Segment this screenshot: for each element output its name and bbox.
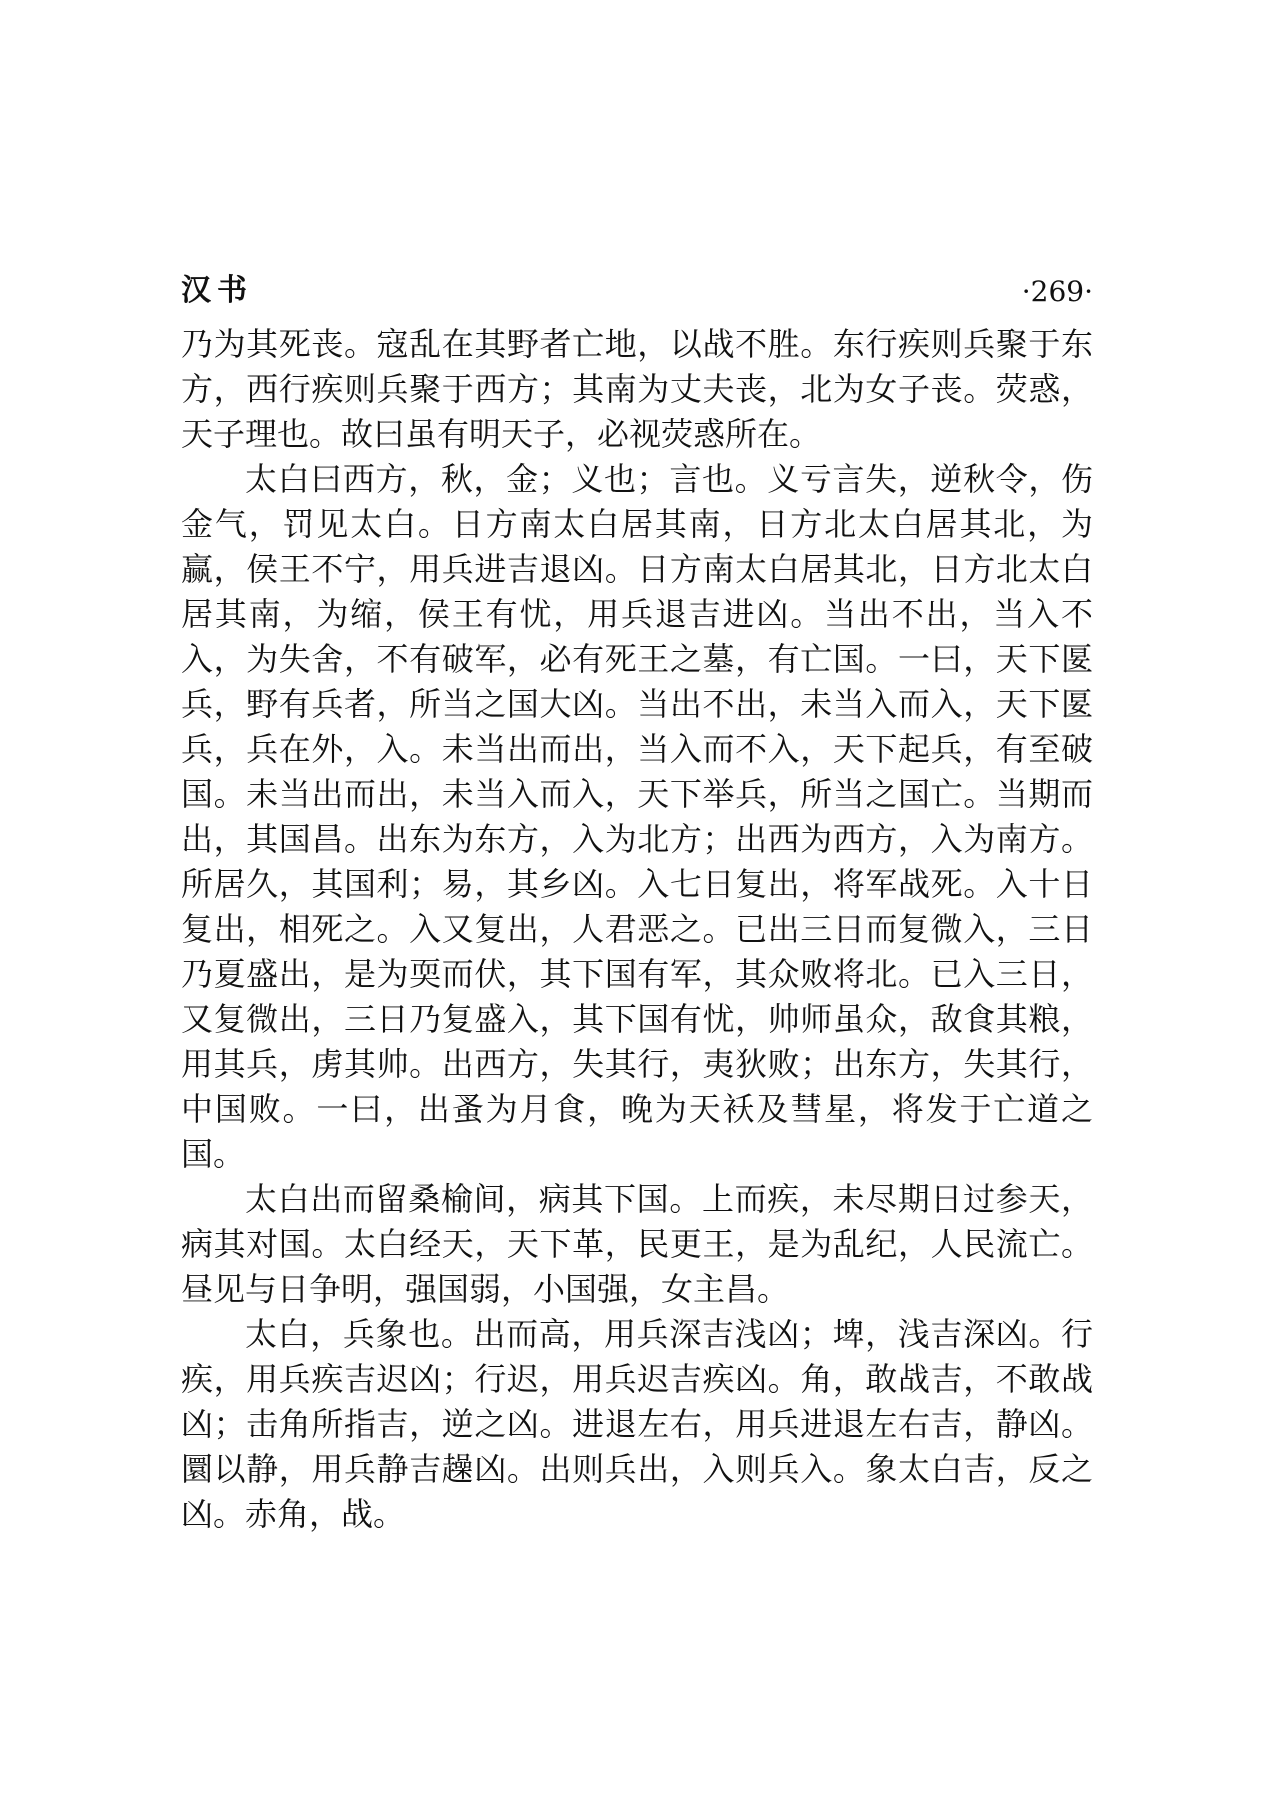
paragraph: 太白曰西方，秋，金；义也；言也。义亏言失，逆秋令，伤金气，罚见太白。日方南太白居其南，日方北太白居其北，为赢，侯王不宁，用兵进吉退凶。日方南太白居其北，日方北太白居其南，为缩，侯王有忧，用兵退吉进凶。当出不出，当入不入，为失舍，不有破军，必有死王之墓，有亡国。一曰，天下匽兵，野有兵者，所当之国大凶。当出不出，未当入而入，天下匽兵，兵在外，入。未当出而出，当入而不入，天下起兵，有至破国。未当出而出，未当入而入，天下举兵，所当之国亡。当期而出，其国昌。出东为东方，入为北方；出西为西方，入为南方。所居久，其国利；易，其乡凶。入七日复出，将军战死。入十日复出，相死之。入又复出，人君恶之。已出三日而复微入，三日乃夏盛出，是为耎而伏，其下国有军，其众败将北。已入三日，又复微出，三日乃复盛入，其下国有忧，帅师虽众，敌食其粮，用其兵，虏其帅。出西方，失其行，夷狄败；出东方，失其行，中国败。一曰，出蚤为月食，晚为天袄及彗星，将发于亡道之国。 xyxy=(181,460,1093,1173)
page-number: ·269· xyxy=(1021,275,1093,308)
book-page xyxy=(181,262,1093,1537)
paragraph: 乃为其死丧。寇乱在其野者亡地，以战不胜。东行疾则兵聚于东方，西行疾则兵聚于西方；其南为丈夫丧，北为女子丧。荧惑，天子理也。故曰虽有明天子，必视荧惑所在。 xyxy=(181,325,1093,453)
body-text xyxy=(181,322,1093,1537)
paragraph: 太白出而留桑榆间，病其下国。上而疾，未尽期日过参天，病其对国。太白经天，天下革，民更王，是为乱纪，人民流亡。昼见与日争明，强国弱，小国强，女主昌。 xyxy=(181,1180,1093,1308)
book-title: 汉书 xyxy=(181,273,253,308)
running-header xyxy=(181,262,1093,314)
paragraph: 太白，兵象也。出而高，用兵深吉浅凶；埤，浅吉深凶。行疾，用兵疾吉迟凶；行迟，用兵迟吉疾凶。角，敢战吉，不敢战凶；击角所指吉，逆之凶。进退左右，用兵进退左右吉，静凶。圜以静，用兵静吉趮凶。出则兵出，入则兵入。象太白吉，反之凶。赤角，战。 xyxy=(181,1315,1093,1533)
